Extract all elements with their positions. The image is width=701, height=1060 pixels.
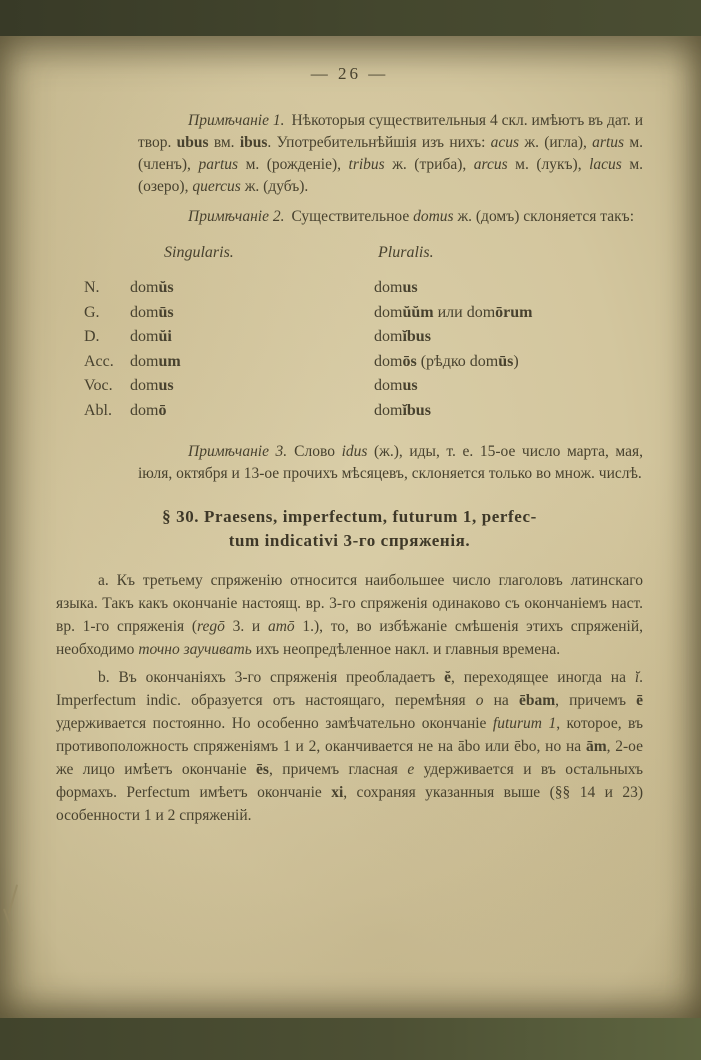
plural-form bbox=[374, 374, 643, 399]
text-segment: (рѣдко dom bbox=[416, 352, 499, 370]
text-segment: ĭ bbox=[634, 669, 640, 686]
book-page bbox=[0, 36, 701, 1018]
text-segment: tribus bbox=[348, 156, 385, 173]
case-label: N. bbox=[84, 279, 100, 296]
text-segment: ām bbox=[585, 738, 607, 755]
text-segment: ж. (домъ) склоняется такъ: bbox=[453, 208, 634, 225]
case-label: Acc. bbox=[84, 352, 114, 370]
singular-form bbox=[130, 399, 374, 424]
note-2-label: Примѣчаніе 2. bbox=[188, 208, 285, 225]
text-segment: acus bbox=[490, 134, 520, 151]
text-segment: dom bbox=[466, 303, 496, 321]
text-segment: м. (озеро), bbox=[138, 156, 644, 195]
declension-row bbox=[84, 350, 643, 375]
text-segment: lacus bbox=[589, 156, 622, 173]
declension-row bbox=[84, 374, 643, 399]
text-segment: Существительное bbox=[291, 208, 414, 225]
text-segment: dom bbox=[374, 352, 403, 370]
text-segment: dom bbox=[130, 279, 159, 296]
singular-form bbox=[130, 325, 374, 350]
singular-form bbox=[130, 374, 374, 399]
singular-form bbox=[130, 301, 374, 326]
text-segment: ō bbox=[158, 401, 167, 419]
text-segment: ūs bbox=[158, 303, 174, 321]
text-segment: ūs bbox=[498, 352, 514, 370]
note-2 bbox=[138, 206, 643, 228]
note-3-label: Примѣчаніе 3. bbox=[188, 443, 288, 460]
note-1 bbox=[138, 110, 643, 198]
text-segment: dom bbox=[130, 352, 159, 370]
text-segment: domus bbox=[413, 208, 454, 225]
declension-row bbox=[84, 301, 643, 326]
text-segment: , причемъ гласная bbox=[268, 761, 408, 778]
text-segment: idus bbox=[341, 443, 368, 460]
case-label: Voc. bbox=[84, 377, 113, 394]
text-segment: b. Въ окончаніяхъ 3-го спряженія преобладаетъ bbox=[98, 669, 445, 686]
page-number: — 26 — bbox=[310, 64, 389, 83]
declension-row bbox=[84, 276, 643, 301]
text-segment: , но на bbox=[536, 738, 586, 755]
text-segment: ĭbus bbox=[402, 401, 431, 419]
note-2-text bbox=[291, 208, 634, 225]
text-segment: quercus bbox=[192, 178, 241, 195]
text-segment: dom bbox=[130, 303, 159, 321]
text-segment: arcus bbox=[473, 156, 508, 173]
text-segment: ēs bbox=[256, 761, 269, 778]
text-segment: ōs bbox=[402, 352, 417, 370]
section-heading-line1: § 30. Praesens, imperfectum, futurum 1, perfec- bbox=[162, 507, 537, 526]
text-segment: ĕ bbox=[444, 669, 451, 686]
text-segment: ихъ неопредѣленное накл. и главныя времена. bbox=[251, 641, 561, 658]
text-segment: на bbox=[483, 692, 519, 709]
text-segment: ж. (игла), bbox=[519, 134, 593, 151]
scan-bottom-edge bbox=[0, 1018, 701, 1060]
text-segment: dom bbox=[130, 401, 159, 419]
declension-row bbox=[84, 399, 643, 424]
singular-form bbox=[130, 350, 374, 375]
text-segment: ŭŭm bbox=[402, 303, 434, 321]
text-segment: м. (рожденіе), bbox=[238, 156, 349, 173]
case-label: D. bbox=[84, 328, 100, 345]
text-segment: 3. и bbox=[224, 618, 268, 635]
text-segment: или bbox=[433, 303, 467, 321]
text-segment: dom bbox=[374, 401, 403, 419]
text-segment: , причемъ bbox=[555, 692, 637, 709]
text-segment: удерживается и въ остальныхъ формахъ. Perfectum имѣетъ окончаніе bbox=[56, 761, 643, 801]
text-segment: ubus bbox=[176, 134, 209, 151]
text-segment: ēbo bbox=[514, 738, 537, 755]
text-segment: или bbox=[480, 738, 515, 755]
text-segment: Нѣкоторыя существительныя 4 скл. имѣютъ въ дат. и твор. bbox=[138, 112, 643, 151]
text-segment: . Употребительнѣйшія изъ нихъ: bbox=[267, 134, 491, 151]
text-segment: partus bbox=[198, 156, 239, 173]
text-segment: ōrum bbox=[495, 303, 533, 321]
declension-row bbox=[84, 325, 643, 350]
text-segment: artus bbox=[592, 134, 625, 151]
text-segment: ābo bbox=[457, 738, 481, 755]
case-label: Abl. bbox=[84, 401, 112, 419]
text-segment: dom bbox=[374, 328, 403, 345]
text-segment: ŭs bbox=[158, 279, 174, 296]
singular-form bbox=[130, 276, 374, 301]
text-segment: ē bbox=[636, 692, 643, 709]
plural-form bbox=[374, 301, 643, 326]
text-segment: dom bbox=[130, 377, 159, 394]
header-pluralis: Pluralis. bbox=[378, 244, 434, 261]
text-segment: вм. bbox=[208, 134, 240, 151]
text-segment: ж. (триба), bbox=[384, 156, 474, 173]
text-segment: , которое, въ противоположность спряженіямъ 1 и 2, оканчивается не на bbox=[56, 715, 643, 755]
text-segment: , 2-ое же лицо имѣетъ окончаніе bbox=[56, 738, 643, 778]
text-segment: Слово bbox=[294, 443, 342, 460]
plural-form bbox=[374, 276, 643, 301]
text-segment: dom bbox=[374, 279, 403, 296]
text-segment: us bbox=[402, 279, 418, 296]
text-segment: um bbox=[158, 352, 181, 370]
text-segment: . Imperfectum indic. образуется отъ настоящаго, перемѣняя bbox=[56, 669, 643, 709]
text-segment: ŭi bbox=[158, 328, 172, 345]
text-segment: amō bbox=[267, 618, 295, 635]
text-segment: точно заучивать bbox=[138, 641, 252, 658]
declension-table-header bbox=[84, 244, 643, 262]
text-segment: a. Къ третьему спряженію относится наибольшее число глаголовъ латинскаго языка. Такъ какъ окончаніе настоящ. вр. 3-го спряженія одинаково съ окончаніемъ наст. вр. 1-го спряженія ( bbox=[56, 572, 643, 635]
plural-form bbox=[374, 325, 643, 350]
text-segment: ēbam bbox=[518, 692, 556, 709]
header-spacer bbox=[84, 244, 130, 262]
text-segment: 1.), то, во избѣжаніе смѣшенія этихъ спряженій, необходимо bbox=[56, 618, 643, 658]
note-1-label: Примѣчаніе 1. bbox=[188, 112, 285, 129]
note-3 bbox=[138, 441, 643, 485]
text-segment: (ж.), иды, т. е. 15-ое число марта, мая, іюля, октября и 13-ое прочихъ мѣсяцевъ, склоняется только во множ. числѣ. bbox=[138, 443, 644, 482]
declension-rows bbox=[84, 276, 643, 423]
text-segment: м. (членъ), bbox=[138, 134, 643, 173]
text-segment: , переходящее иногда на bbox=[450, 669, 635, 686]
section-heading-line2: tum indicativi 3-го спряженія. bbox=[228, 531, 471, 550]
text-segment: us bbox=[402, 377, 418, 394]
text-segment: ) bbox=[513, 352, 519, 370]
text-segment: e bbox=[407, 761, 415, 778]
plural-form bbox=[374, 350, 643, 375]
text-segment: dom bbox=[130, 328, 159, 345]
section-heading bbox=[56, 505, 643, 553]
text-segment: xi bbox=[331, 784, 344, 801]
case-label: G. bbox=[84, 303, 100, 321]
plural-form bbox=[374, 399, 643, 424]
scan-top-edge bbox=[0, 0, 701, 36]
text-segment: ĭbus bbox=[402, 328, 431, 345]
text-segment: regō bbox=[197, 618, 225, 635]
paragraph-b bbox=[56, 666, 643, 827]
text-segment: ibus bbox=[239, 134, 268, 151]
text-segment: ж. (дубъ). bbox=[240, 178, 309, 195]
text-segment: м. (лукъ), bbox=[507, 156, 590, 173]
text-segment: удерживается постоянно. Но особенно замѣчательно окончаніе bbox=[56, 715, 493, 732]
text-segment: o bbox=[475, 692, 484, 709]
text-segment: , сохраняя указанныя выше (§§ 14 и 23) особенности 1 и 2 спряженій. bbox=[56, 784, 643, 824]
declension-table bbox=[84, 244, 643, 423]
text-segment: dom bbox=[374, 303, 403, 321]
text-segment: dom bbox=[374, 377, 403, 394]
text-segment: us bbox=[158, 377, 174, 394]
header-singularis: Singularis. bbox=[164, 244, 234, 261]
paragraph-a bbox=[56, 569, 643, 661]
text-segment: futurum 1 bbox=[492, 715, 557, 732]
